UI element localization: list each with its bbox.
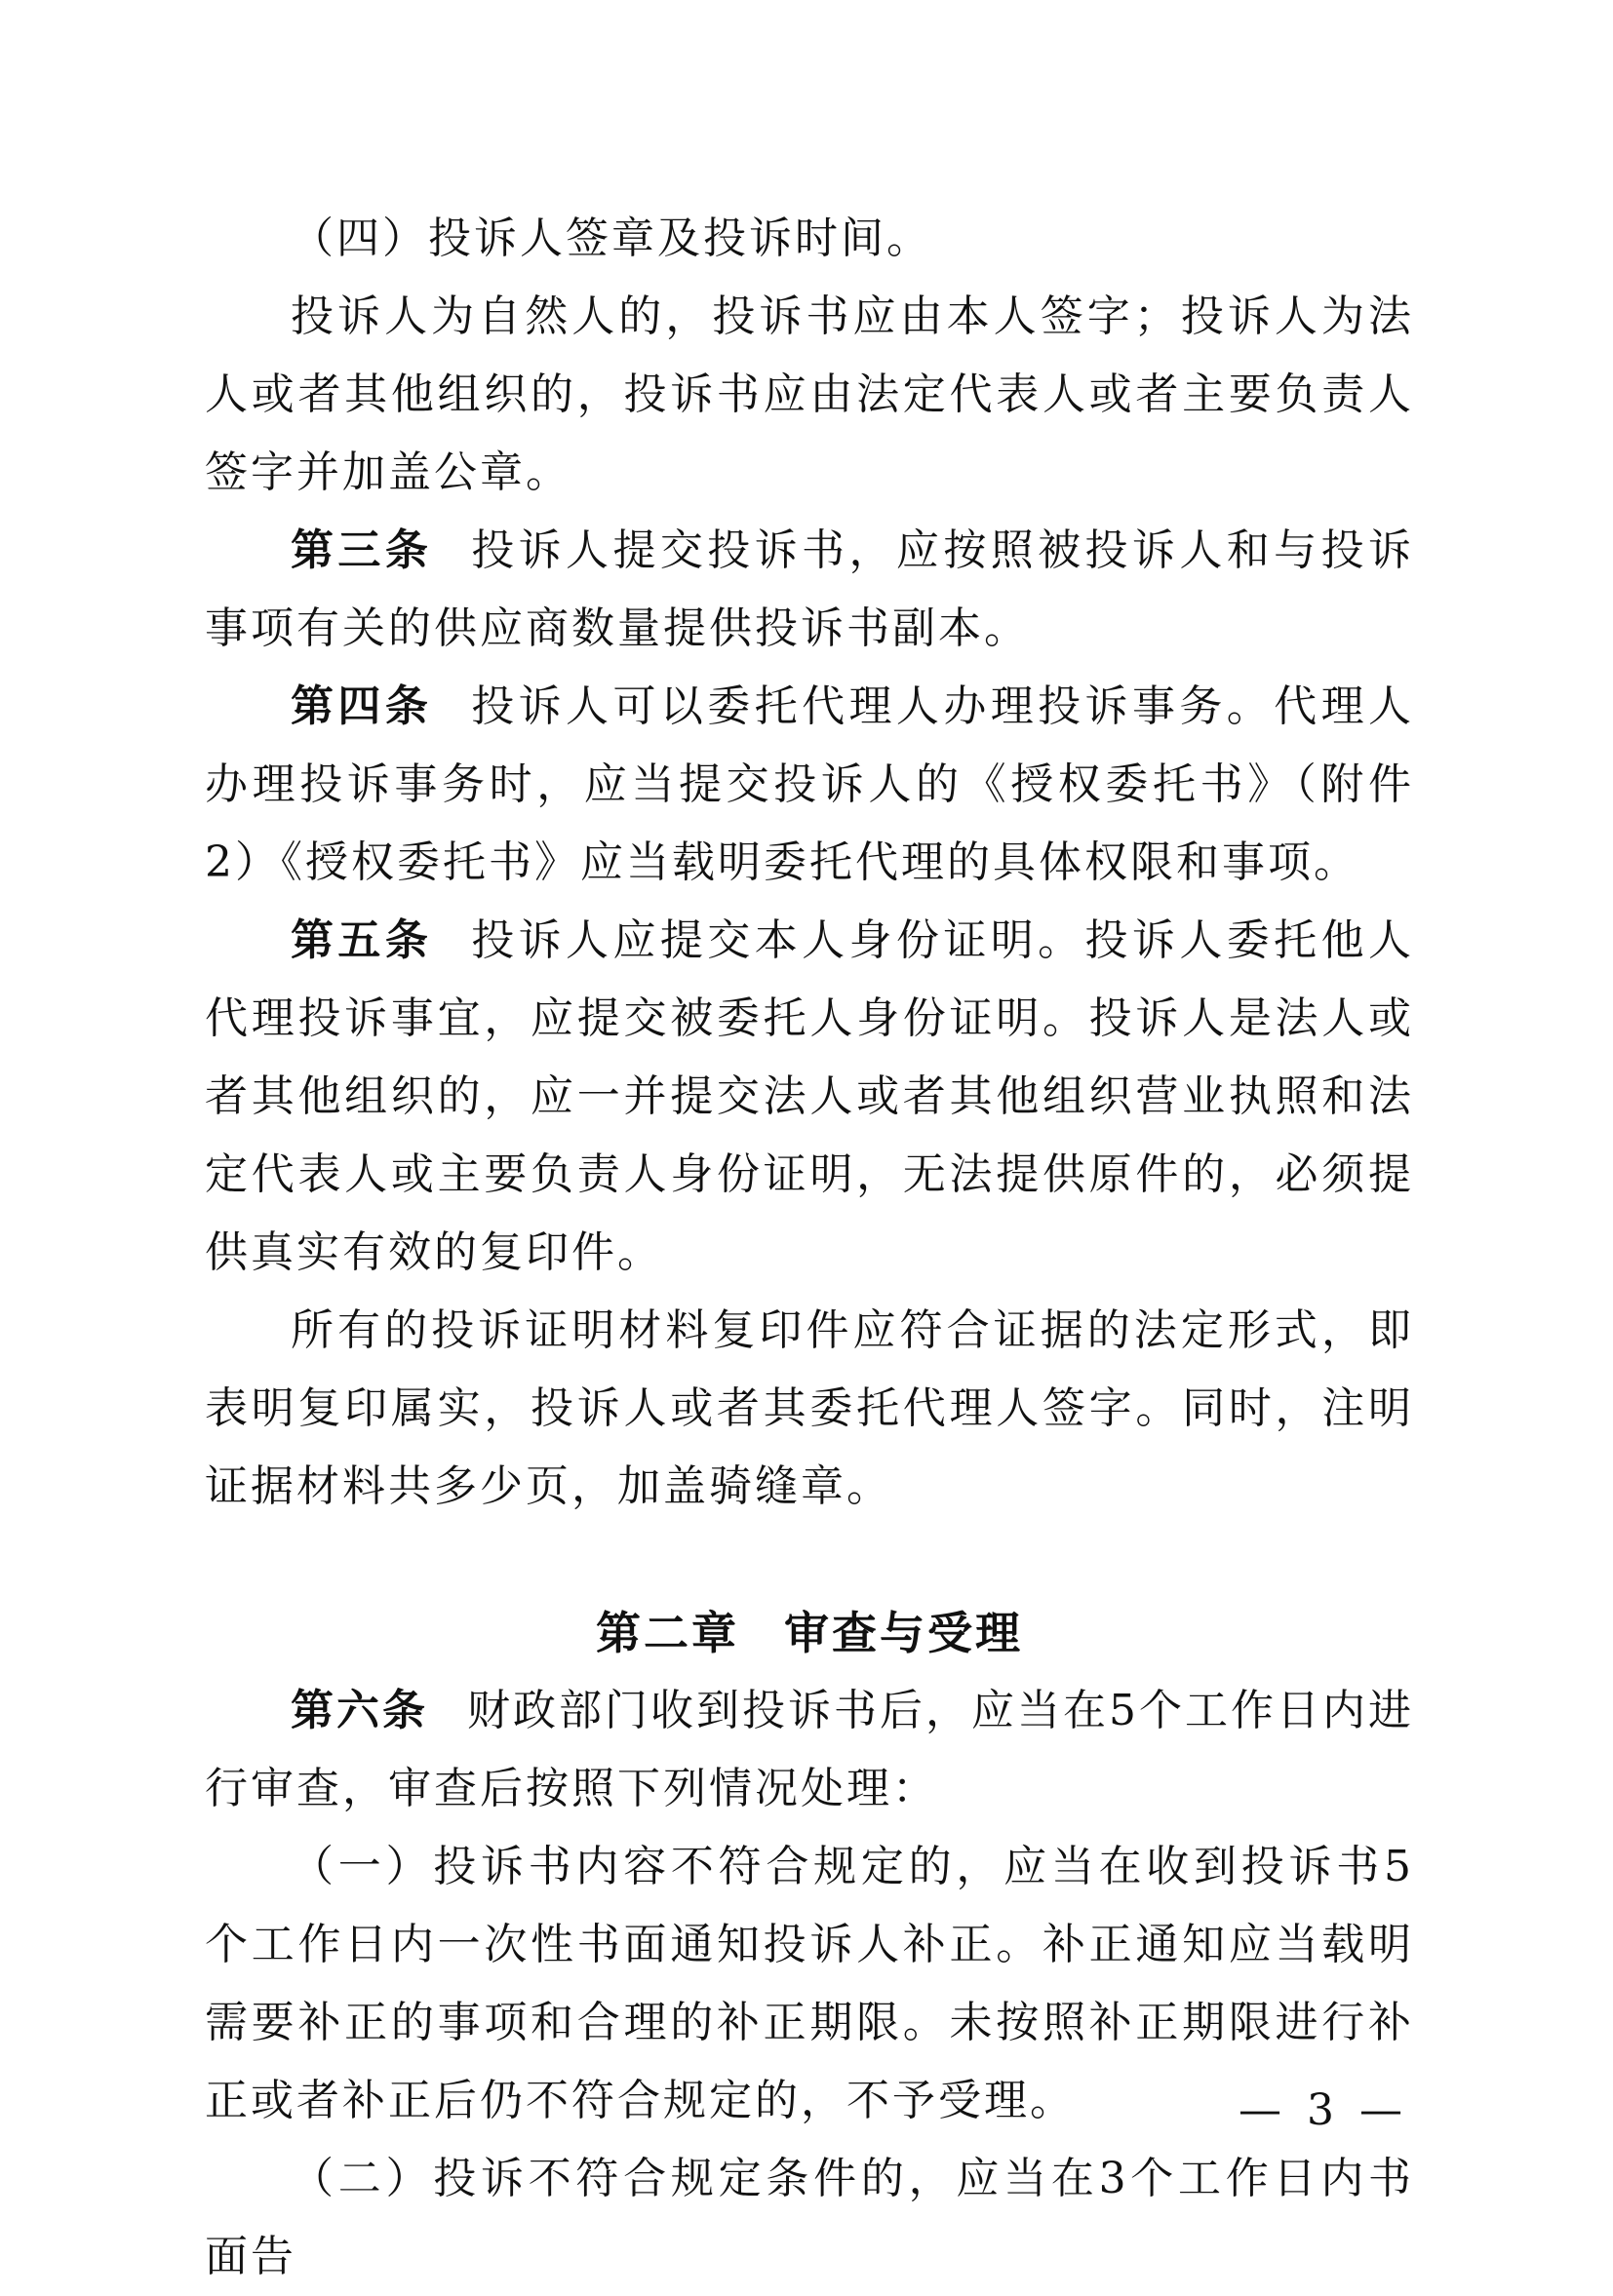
paragraph-evidence-copies [205, 1292, 1414, 1526]
paragraph-text: 投诉人可以委托代理人办理投诉事务。代理人办理投诉事务时，应当提交投诉人的《授权委托书》（附件2）《授权委托书》应当载明委托代理的具体权限和事项。 [205, 681, 1415, 887]
paragraph-text: （四）投诉人签章及投诉时间。 [291, 214, 932, 263]
paragraph-text: 投诉人为自然人的，投诉书应由本人签字；投诉人为法人或者其他组织的，投诉书应由法定代表人或者主要负责人签字并加盖公章。 [205, 292, 1414, 497]
paragraph-text: （一）投诉书内容不符合规定的，应当在收到投诉书5个工作日内一次性书面通知投诉人补正。补正通知应当载明需要补正的事项和合理的补正期限。未按照补正期限进行补正或者补正后仍不符合规定的，不予受理。 [205, 1842, 1414, 2125]
page-number: — 3 — [1239, 2085, 1408, 2135]
paragraph-item-1 [205, 1828, 1414, 2140]
page-body [205, 200, 1414, 2296]
article-number: 第四条 [291, 681, 433, 731]
paragraph-text: 投诉人提交投诉书，应按照被投诉人和与投诉事项有关的供应商数量提供投诉书副本。 [205, 525, 1415, 653]
chapter-number: 第二章 [596, 1607, 739, 1659]
paragraph-item-4 [205, 200, 1414, 278]
paragraph-item-2 [205, 2140, 1414, 2296]
article-number: 第三条 [291, 525, 433, 575]
paragraph-signature-rule [205, 278, 1414, 512]
article-4 [205, 668, 1414, 902]
chapter-heading [205, 1594, 1414, 1672]
paragraph-text: 财政部门收到投诉书后，应当在5个工作日内进行审查，审查后按照下列情况处理： [205, 1686, 1414, 1813]
article-number: 第六条 [291, 1686, 428, 1735]
paragraph-text: （二）投诉不符合规定条件的，应当在3个工作日内书面告 [205, 2154, 1414, 2281]
article-6 [205, 1672, 1414, 1828]
paragraph-text: 投诉人应提交本人身份证明。投诉人委托他人代理投诉事宜，应提交被委托人身份证明。投诉人是法人或者其他组织的，应一并提交法人或者其他组织营业执照和法定代表人或主要负责人身份证明，无法提供原件的，必须提供真实有效的复印件。 [205, 915, 1415, 1277]
chapter-title: 审查与受理 [784, 1607, 1023, 1659]
article-5 [205, 902, 1414, 1292]
article-3 [205, 512, 1414, 668]
paragraph-text: 所有的投诉证明材料复印件应符合证据的法定形式，即表明复印属实，投诉人或者其委托代理人签字。同时，注明证据材料共多少页，加盖骑缝章。 [205, 1305, 1414, 1511]
article-number: 第五条 [291, 915, 433, 965]
